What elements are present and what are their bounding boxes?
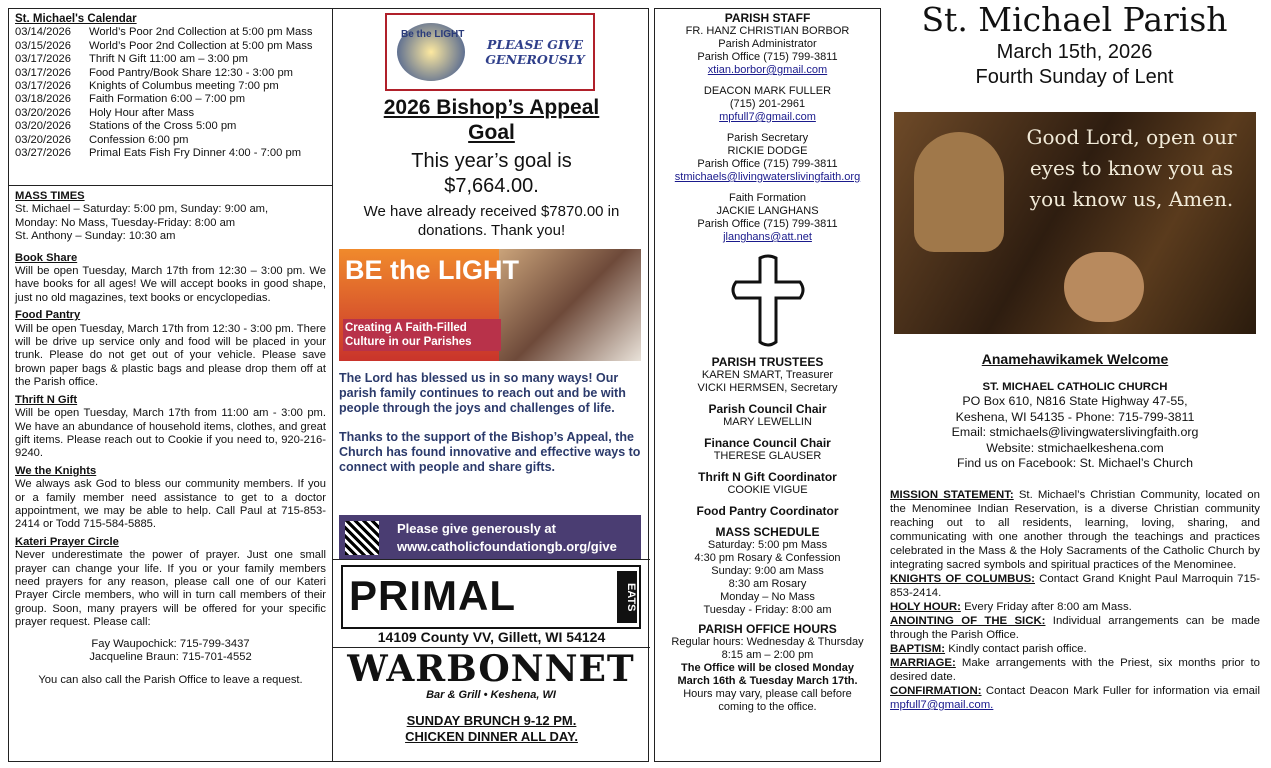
church-name: ST. MICHAEL CATHOLIC CHURCH [982,381,1168,393]
ff-email[interactable]: jlanghans@att.net [723,231,812,243]
calendar-date: 03/14/2026 [15,26,71,39]
left-column [8,8,333,762]
appeal-goal [333,95,650,240]
kateri-contact: Jacqueline Braun: 715-701-4552 [89,651,252,663]
primal-logo: PRIMAL [349,572,516,619]
calendar-event: World’s Poor 2nd Collection at 5:00 pm Mass [89,26,313,39]
banner-title: BE the LIGHT [345,255,519,285]
give-link[interactable]: www.catholicfoundationgb.org/give [397,539,617,554]
calendar-row [15,40,326,53]
mass-schedule-line: Saturday: 5:00 pm Mass [707,539,828,551]
ff-name: JACKIE LANGHANS [716,205,819,217]
food-pantry-heading: Food Pantry [15,309,81,322]
calendar-event: Knights of Columbus meeting 7:00 pm [89,80,279,93]
calendar-event: World’s Poor 2nd Collection at 5:00 pm Mass [89,39,313,52]
council-heading: Parish Council Chair [708,402,827,416]
contact-block [890,352,1260,472]
baptism-note [890,642,1260,656]
mass-times-heading: MASS TIMES [15,190,85,202]
welcome-heading: Anamehawikamek Welcome [981,351,1169,367]
calendar-row [15,93,326,106]
give-banner[interactable] [339,515,641,559]
calendar-row [15,107,326,120]
facebook-line[interactable]: Find us on Facebook: St. Michael’s Church [957,456,1193,470]
food-pantry-text: Will be open Tuesday, March 17th from 12:30 - 3:00 pm. There will be drive up service only and food will be placed in your trunk. Please do not get out of your vehicle. Please save brown paper bags & plastic bags and please drop them off at the Parish office. [15,322,326,389]
bulletin-date: March 15th, 2026 [996,41,1153,63]
pantry-coord-heading: Food Pantry Coordinator [696,504,839,518]
goal-amount: $7,664.00. [444,175,539,197]
mission-statement [890,488,1260,572]
priest-phone: Parish Office (715) 799-3811 [697,51,838,63]
calendar-date: 03/20/2026 [15,133,71,146]
support-text: Thanks to the support of the Bishop’s Appeal, the Church has found innovative and effective ways to connect with people and share gifts. [339,430,641,474]
bap-heading: BAPTISM: [890,643,946,655]
knights-note [890,572,1260,600]
mass-schedule-line: 4:30 pm Rosary & Confession [694,552,841,564]
kateri-heading: Kateri Prayer Circle [15,535,119,548]
calendar-event: Holy Hour after Mass [89,106,195,119]
calendar-row [15,53,326,66]
book-share-text: Will be open Tuesday, March 17th from 12:30 – 3:00 pm. We have books for all ages! We will accept books in good shape, just no old magazines, text books or encyclopedias. [15,265,326,304]
mass-schedule-line: 8:30 am Rosary [728,578,807,590]
office-closed-notice: The Office will be closed Monday March 16th & Tuesday March 17th. [677,662,858,687]
calendar [9,9,332,186]
priest-email[interactable]: xtian.borbor@gmail.com [707,64,828,76]
chicken-text: CHICKEN DINNER ALL DAY. [405,729,578,744]
give-text: Please give generously at [397,521,556,536]
calendar-event: Faith Formation 6:00 – 7:00 pm [89,93,246,106]
calendar-date: 03/15/2026 [15,39,71,52]
jesus-figure [914,132,1004,252]
qr-code-icon[interactable] [345,521,379,555]
primal-address: 14109 County VV, Gillett, WI 54124 [377,629,606,645]
please-give-text: PLEASE GIVE GENEROUSLY [485,37,585,67]
knights-heading: We the Knights [15,464,97,477]
priest-name: FR. HANZ CHRISTIAN BORBOR [685,25,850,37]
goal-text: This year’s goal is [411,150,572,172]
knights-text: We always ask God to bless our community members. If you or a family member need assistance to get to a doctor appointment, we may be able to help. Call Paul at 715-853-2414 or Todd 715-584-5885. [15,478,326,531]
calendar-row [15,26,326,39]
confirmation-note [890,684,1260,712]
eats-label: EATS [617,571,637,623]
ff-phone: Parish Office (715) 799-3811 [697,218,838,230]
parish-title: St. Michael Parish [921,0,1228,39]
mass-times-line: Monday: No Mass, Tuesday-Friday: 8:00 am [15,216,236,229]
jesus-healing-image [894,112,1256,334]
warbonnet-logo: WARBONNET [347,648,635,690]
appeal-message [339,371,641,475]
cross-icon [726,254,810,350]
calendar-date: 03/20/2026 [15,120,71,133]
warbonnet-specials [333,713,650,745]
mass-times-line: St. Michael – Saturday: 5:00 pm, Sunday: 9:00 am, [15,203,269,216]
koc-heading: KNIGHTS OF COLUMBUS: [890,573,1035,585]
priest-role: Parish Administrator [718,38,817,50]
mass-schedule-line: Monday – No Mass [720,591,815,603]
conf-email[interactable]: mpfull7@gmail.com. [890,699,994,711]
hh-heading: HOLY HOUR: [890,601,961,613]
hh-text: Every Friday after 8:00 am Mass. [964,601,1132,613]
finance-name: THERESE GLAUSER [713,450,822,462]
staff-heading: PARISH STAFF [724,11,811,25]
calendar-date: 03/18/2026 [15,93,71,106]
calendar-date: 03/17/2026 [15,53,71,66]
warbonnet-subtitle: Bar & Grill • Keshena, WI [426,689,556,701]
mission-heading: MISSION STATEMENT: [890,489,1014,501]
calendar-event: Thrift N Gift 11:00 am – 3:00 pm [89,53,248,66]
ans-text: Individual arrangements can be made through the Parish Office. [890,615,1260,641]
kateri-text: Never underestimate the power of prayer. Just one small prayer can change your life. If you or your family members need prayers for any reason, please call one of our Kateri Prayer Circle members, who will in turn call members of their group. Soon, many prayers will be offered for your specific prayer request. Please call: [15,549,326,629]
man-figure [1064,252,1144,322]
trustee: KAREN SMART, Treasurer [701,369,834,381]
calendar-date: 03/27/2026 [15,147,71,160]
secretary-email[interactable]: stmichaels@livingwaterslivingfaith.org [674,171,861,183]
mar-heading: MARRIAGE: [890,657,956,669]
banner-subtitle: Creating A Faith-Filled Culture in our Parishes [343,319,501,351]
mar-text: Make arrangements with the Priest, six months prior to desired date. [890,657,1260,683]
secretary-name: RICKIE DODGE [727,145,808,157]
thrift-coord-heading: Thrift N Gift Coordinator [698,470,837,484]
trustees-heading: PARISH TRUSTEES [711,355,824,369]
calendar-event: Food Pantry/Book Share 12:30 - 3:00 pm [89,66,293,79]
council-name: MARY LEWELLIN [723,416,812,428]
mass-schedule-line: Tuesday - Friday: 8:00 am [703,604,832,616]
secretary-role: Parish Secretary [726,132,809,144]
be-the-light-banner [339,249,641,361]
calendar-row [15,67,326,80]
logo-text: Be the LIGHT [401,29,465,40]
thrift-heading: Thrift N Gift [15,393,78,406]
website-line[interactable]: Website: stmichaelkeshena.com [986,440,1164,455]
deacon-email[interactable]: mpfull7@gmail.com [719,111,816,123]
conf-text: Contact Deacon Mark Fuller for information via email [985,685,1260,697]
secretary-phone: Parish Office (715) 799-3811 [697,158,838,170]
staff-column [654,8,881,762]
mission-text: St. Michael’s Christian Community, located on the Menominee Indian Reservation, is a diverse Christian community reaching out to all residents, learning, loving, sharing, and communicating with one another through the teachings and practices celebrated in the Mass & the Holy Sacraments of the Catholic Church by integrating sacred symbols and spiritual practices of the Menominee. [890,489,1260,571]
calendar-event: Stations of the Cross 5:00 pm [89,120,237,133]
calendar-row [15,80,326,93]
calendar-date: 03/20/2026 [15,106,71,119]
kateri-contact: Fay Waupochick: 715-799-3437 [91,637,250,650]
anointing-note [890,614,1260,642]
appeal-column [332,8,649,762]
received-text: We have already received $7870.00 in donations. Thank you! [363,203,620,239]
appeal-logo [385,13,595,91]
email-line[interactable]: Email: stmichaels@livingwaterslivingfaith.org [951,425,1199,439]
calendar-heading: St. Michael's Calendar [15,13,137,25]
mass-schedule-line: Sunday: 9:00 am Mass [711,565,824,577]
calendar-event: Confession 6:00 pm [89,133,189,146]
warbonnet-ad [341,649,641,711]
thrift-text: Will be open Tuesday, March 17th from 11:00 am - 3:00 pm. We have an abundance of household items, clothes, and great gift items. Please reach out to Cookie if you need to, 920-216-9240. [15,407,326,460]
notes-block [890,488,1260,712]
calendar-date: 03/17/2026 [15,80,71,93]
office-hours-heading: PARISH OFFICE HOURS [698,622,837,636]
finance-heading: Finance Council Chair [704,436,831,450]
office-hours-note: Hours may vary, please call before coming to the office. [683,688,852,713]
koc-text: Contact Grand Knight Paul Marroquin 715-853-2414. [890,573,1260,599]
address-line: PO Box 610, N816 State Highway 47-55, [962,394,1188,408]
conf-heading: CONFIRMATION: [890,685,982,697]
ans-heading: ANOINTING OF THE SICK: [890,615,1046,627]
ff-role: Faith Formation [728,192,807,204]
bap-text: Kindly contact parish office. [948,643,1087,655]
masthead-column [886,0,1263,768]
image-quote: Good Lord, open our eyes to know you as you know us, Amen. [1026,125,1237,211]
calendar-event: Primal Eats Fish Fry Dinner 4:00 - 7:00 pm [89,147,302,160]
thrift-coord-name: COOKIE VIGUE [727,484,808,496]
address-line: Keshena, WI 54135 - Phone: 715-799-3811 [955,409,1195,424]
deacon-name: DEACON MARK FULLER [703,85,832,97]
calendar-row [15,147,326,160]
primal-eats-ad [341,565,641,629]
blessed-text: The Lord has blessed us in so many ways! Our parish family continues to reach out and be with people through the joys and challenges of life. [339,371,626,415]
liturgical-day: Fourth Sunday of Lent [975,66,1174,88]
brunch-text: SUNDAY BRUNCH 9-12 PM. [406,713,577,728]
trustee: VICKI HERMSEN, Secretary [697,382,838,394]
kateri-footer: You can also call the Parish Office to leave a request. [38,674,303,687]
office-hours-line: Regular hours: Wednesday & Thursday [671,636,864,648]
parish-photo [499,249,641,361]
calendar-date: 03/17/2026 [15,66,71,79]
calendar-row [15,134,326,147]
mass-schedule-heading: MASS SCHEDULE [715,525,820,539]
mass-times-line: St. Anthony – Sunday: 10:30 am [15,230,176,243]
calendar-list [15,26,326,160]
office-hours-line: 8:15 am – 2:00 pm [721,649,814,661]
deacon-phone: (715) 201-2961 [729,98,806,110]
marriage-note [890,656,1260,684]
appeal-title: 2026 Bishop’s Appeal Goal [383,96,600,144]
book-share-heading: Book Share [15,251,78,264]
calendar-row [15,120,326,133]
holy-hour-note [890,600,1260,614]
